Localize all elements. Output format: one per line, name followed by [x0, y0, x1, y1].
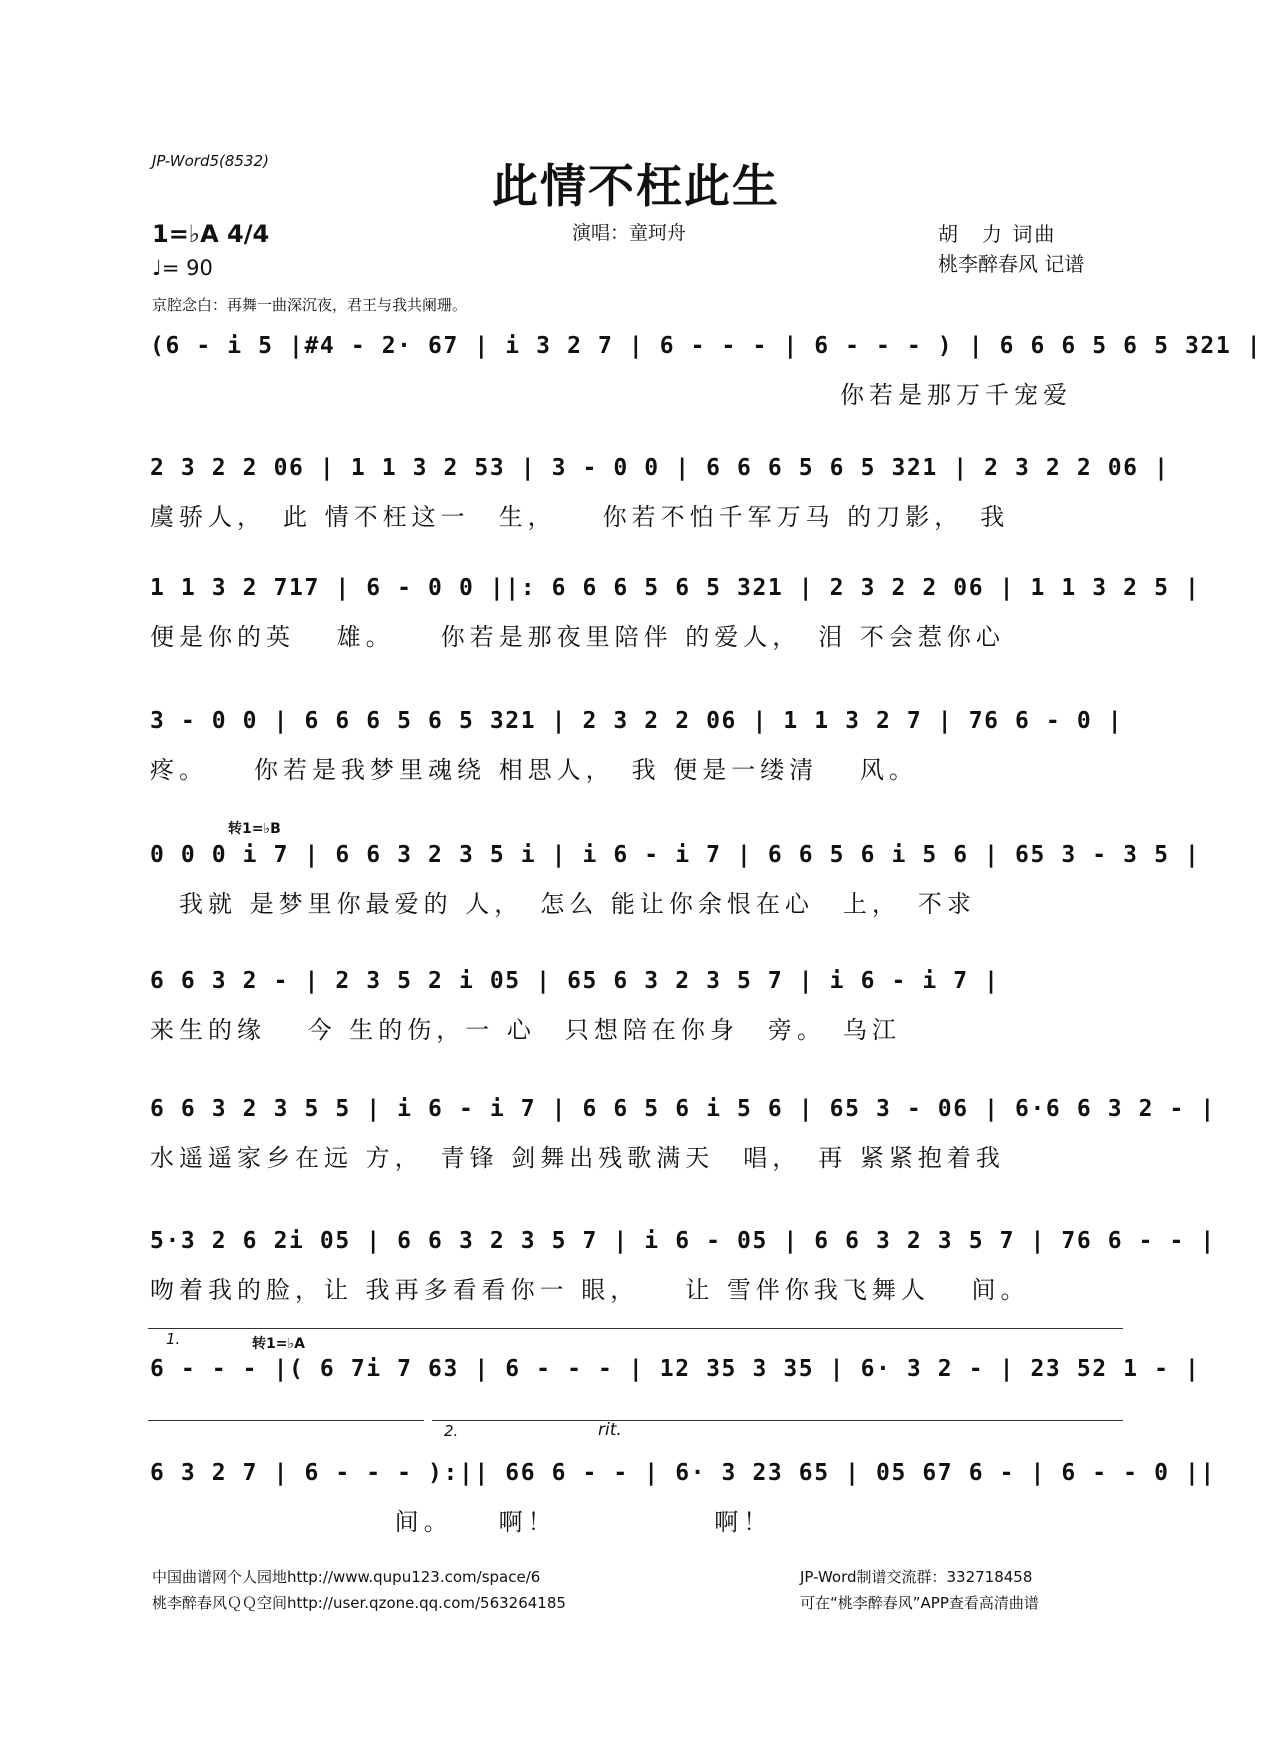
score-row-3 — [150, 575, 1201, 705]
notation-line: 6 - - - |( 6 7i 7 63 | 6 - - - | 12 35 3 35 | 6· 3 2 - | 23 52 1 - | — [150, 1356, 1201, 1382]
notation-line: 0 0 0 i 7 | 6 6 3 2 3 5 i | i 6 - i 7 | 6 6 5 6 i 5 6 | 65 3 - 3 5 | — [150, 842, 1201, 868]
notation-line: 5·3 2 6 2i 05 | 6 6 3 2 3 5 7 | i 6 - 05 | 6 6 3 2 3 5 7 | 76 6 - - | — [150, 1228, 1216, 1254]
lyrics-line: 吻着我的脸，让 我再多看看你一 眼， 让 雪伴你我飞舞人 间。 — [150, 1276, 1030, 1304]
key-signature: 1=♭A 4/4 — [152, 220, 270, 248]
score-row-1 — [150, 333, 1263, 463]
lyrics-line: 便是你的英 雄。 你若是那夜里陪伴 的爱人， 泪 不会惹你心 — [150, 623, 1005, 651]
footer-group-number: JP-Word制谱交流群：332718458 — [800, 1568, 1033, 1586]
modulation-to-b-flat: 转1=♭B — [228, 821, 281, 837]
notation-line: 1 1 3 2 717 | 6 - 0 0 ||: 6 6 6 5 6 5 321 | 2 3 2 2 06 | 1 1 3 2 5 | — [150, 575, 1201, 601]
lyricist-credit: 胡 力 词曲 — [938, 222, 1057, 246]
software-label: JP-Word5(8532) — [152, 152, 269, 170]
volta-2-bracket — [432, 1420, 1123, 1421]
notation-line: (6 - i 5 |#4 - 2· 67 | i 3 2 7 | 6 - - - | 6 - - - ) | 6 6 6 5 6 5 321 | — [150, 333, 1263, 359]
score-row-7 — [150, 1096, 1216, 1226]
transcriber-credit: 桃李醉春风 记谱 — [938, 252, 1085, 276]
volta-1-bracket-continued — [148, 1420, 424, 1421]
score-row-4 — [150, 708, 1125, 838]
volta-2-label: 2. — [444, 1422, 459, 1440]
notation-line: 6 6 3 2 3 5 5 | i 6 - i 7 | 6 6 5 6 i 5 6 | 65 3 - 06 | 6·6 6 3 2 - | — [150, 1096, 1216, 1122]
score-row-2 — [150, 455, 1170, 585]
notation-line: 6 6 3 2 - | 2 3 5 2 i 05 | 65 6 3 2 3 5 7 | i 6 - i 7 | — [150, 968, 1000, 994]
lyrics-line: 疼。 你若是我梦里魂绕 相思人， 我 便是一缕清 风。 — [150, 756, 918, 784]
modulation-to-a-flat: 转1=♭A — [252, 1336, 305, 1352]
singer-credit: 演唱：童珂舟 — [572, 222, 687, 244]
footer-app-note: 可在“桃李醉春风”APP查看高清曲谱 — [800, 1594, 1039, 1612]
notation-line: 3 - 0 0 | 6 6 6 5 6 5 321 | 2 3 2 2 06 | 1 1 3 2 7 | 76 6 - 0 | — [150, 708, 1124, 734]
score-row-6 — [150, 968, 1125, 1098]
lyrics-line: 我就 是梦里你最爱的 人， 怎么 能让你余恨在心 上， 不求 — [150, 890, 976, 918]
tempo-marking: ♩= 90 — [152, 256, 213, 280]
notation-line: 6 3 2 7 | 6 - - - ):|| 66 6 - - | 6· 3 23 65 | 05 67 6 - | 6 - - 0 || — [150, 1460, 1216, 1486]
footer-site-link: 中国曲谱网个人园地http://www.qupu123.com/space/6 — [152, 1568, 541, 1586]
lyrics-line: 来生的缘 今 生的伤，一 心 只想陪在你身 旁。 乌江 — [150, 1016, 901, 1044]
lyrics-line: 间。 啊！ 啊！ — [150, 1508, 773, 1536]
volta-1-bracket — [148, 1328, 1123, 1329]
recitation-note: 京腔念白：再舞一曲深沉夜，君王与我共阑珊。 — [152, 296, 468, 314]
notation-line: 2 3 2 2 06 | 1 1 3 2 53 | 3 - 0 0 | 6 6 6 5 6 5 321 | 2 3 2 2 06 | — [150, 455, 1170, 481]
song-title: 此情不枉此生 — [492, 159, 780, 213]
score-row-5 — [150, 842, 1201, 972]
footer-qzone-link: 桃李醉春风ＱＱ空间http://user.qzone.qq.com/563264185 — [152, 1594, 566, 1612]
lyrics-line: 虞骄人， 此 情不枉这一 生， 你若不怕千军万马 的刀影， 我 — [150, 503, 1010, 531]
lyrics-line: 水遥遥家乡在远 方， 青锋 剑舞出残歌满天 唱， 再 紧紧抱着我 — [150, 1144, 1005, 1172]
volta-1-label: 1. — [166, 1330, 181, 1348]
lyrics-line: 你若是那万千宠爱 — [840, 381, 1072, 409]
ritardando-marking: rit. — [598, 1420, 622, 1440]
